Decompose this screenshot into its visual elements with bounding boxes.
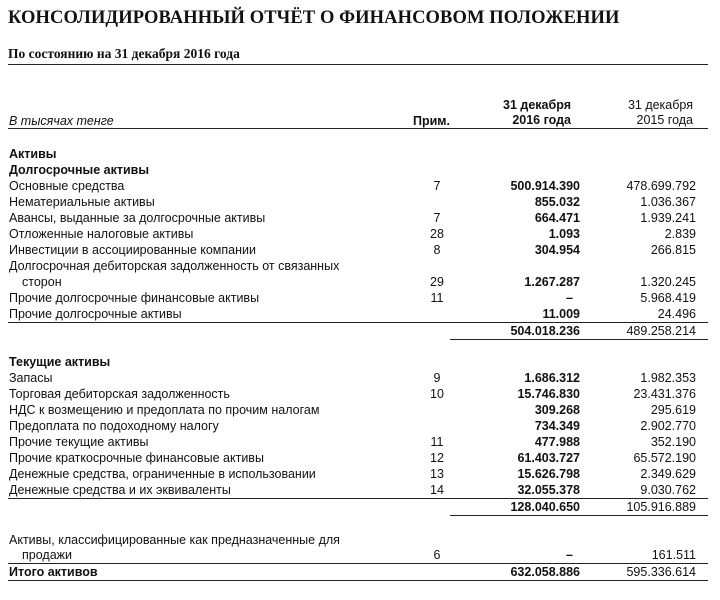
subtotal-row [8, 323, 708, 339]
row-label: Торговая дебиторская задолженность [9, 387, 230, 401]
table-row [8, 178, 708, 194]
row-label: продажи [22, 548, 72, 562]
row-value-2015: 2.902.770 [640, 419, 696, 433]
row-label: Прочие текущие активы [9, 435, 149, 449]
row-value-2015: 1.939.241 [640, 211, 696, 225]
table-row [8, 418, 708, 434]
row-value-2015: 24.496 [657, 307, 696, 321]
row-label: Активы [9, 147, 57, 161]
row-value-2016: 1.267.287 [524, 275, 580, 289]
table-row [8, 242, 708, 258]
column-header-2015-line2: 2015 года [636, 113, 693, 127]
row-label: Текущие активы [9, 355, 111, 369]
row-label: Долгосрочная дебиторская задолженность от связанных [9, 259, 340, 273]
row-label: Прочие долгосрочные финансовые активы [9, 291, 260, 305]
row-label: Итого активов [9, 565, 98, 579]
row-value-2016: 1.686.312 [524, 371, 580, 385]
row-value-2016: 855.032 [534, 195, 580, 209]
row-value-2016: 309.268 [534, 403, 580, 417]
row-note: 7 [433, 211, 441, 225]
table-row [8, 274, 708, 290]
column-header-2015-line1: 31 декабря [627, 98, 693, 112]
row-value-2015: 295.619 [650, 403, 696, 417]
table-row [8, 194, 708, 210]
row-value-2016: 61.403.727 [517, 451, 580, 465]
row-note: 7 [433, 179, 441, 193]
row-label: Прочие долгосрочные активы [9, 307, 182, 321]
total-underline [8, 580, 708, 581]
row-value-2016: 1.093 [548, 227, 580, 241]
row-note: 6 [433, 548, 441, 562]
row-value-2015: 2.349.629 [640, 467, 696, 481]
table-row [8, 162, 708, 178]
row-value-2015: 161.511 [651, 548, 696, 562]
note-header: Прим. [413, 114, 451, 128]
row-label: Денежные средства и их эквиваленты [9, 483, 231, 497]
page-subtitle: По состоянию на 31 декабря 2016 года [8, 46, 240, 61]
row-label: Запасы [9, 371, 53, 385]
row-value-2015: 478.699.792 [626, 179, 696, 193]
row-note: 13 [430, 467, 444, 481]
row-label: Отложенные налоговые активы [9, 227, 194, 241]
row-note: 8 [433, 243, 441, 257]
table-row [8, 434, 708, 450]
row-value-2015: 9.030.762 [640, 483, 696, 497]
row-note: 10 [430, 387, 444, 401]
table-row [8, 482, 708, 498]
row-note: 28 [430, 227, 444, 241]
row-value-2015: 352.190 [650, 435, 696, 449]
row-value-2016: 504.018.236 [510, 324, 580, 338]
row-note: 29 [430, 275, 444, 289]
row-value-2015: 595.336.614 [626, 565, 696, 579]
row-value-2015: 65.572.190 [633, 451, 696, 465]
table-row [8, 370, 708, 386]
row-value-2015: 105.916.889 [626, 500, 696, 514]
table-row [8, 450, 708, 466]
total-row [8, 564, 708, 580]
row-value-2015: 266.815 [650, 243, 696, 257]
row-label: Авансы, выданные за долгосрочные активы [9, 211, 266, 225]
page-title: КОНСОЛИДИРОВАННЫЙ ОТЧЁТ О ФИНАНСОВОМ ПОЛОЖЕНИИ [8, 8, 620, 28]
row-label: Основные средства [9, 179, 125, 193]
row-note: 11 [430, 435, 444, 449]
row-label: Инвестиции в ассоциированные компании [9, 243, 256, 257]
row-note: 14 [430, 483, 444, 497]
row-value-2016: 128.040.650 [510, 500, 580, 514]
row-label: Денежные средства, ограниченные в использовании [9, 467, 316, 481]
units-header: В тысячах тенге [9, 114, 114, 128]
row-value-2016: 734.349 [534, 419, 580, 433]
subtotal-row [8, 499, 708, 515]
table-row [8, 354, 708, 370]
table-row [8, 290, 708, 306]
subtotal-underline [450, 515, 708, 516]
table-row [8, 386, 708, 402]
row-note: 9 [433, 371, 441, 385]
row-value-2016: – [566, 548, 573, 562]
table-row [8, 226, 708, 242]
table-row [8, 547, 708, 563]
row-value-2016: 632.058.886 [510, 565, 580, 579]
row-value-2016: 15.626.798 [517, 467, 580, 481]
row-label: Предоплата по подоходному налогу [9, 419, 219, 433]
row-value-2015: 23.431.376 [633, 387, 696, 401]
row-value-2015: 1.036.367 [640, 195, 696, 209]
table-row [8, 210, 708, 226]
row-value-2015: 5.968.419 [640, 291, 696, 305]
row-value-2016: 500.914.390 [510, 179, 580, 193]
table-row [8, 258, 708, 274]
row-value-2016: – [566, 291, 573, 305]
table-row [8, 402, 708, 418]
row-label: НДС к возмещению и предоплата по прочим налогам [9, 403, 320, 417]
row-value-2015: 489.258.214 [626, 324, 696, 338]
row-label: Нематериальные активы [9, 195, 155, 209]
row-value-2016: 477.988 [534, 435, 580, 449]
row-value-2016: 304.954 [534, 243, 580, 257]
column-header-2016-line1: 31 декабря [503, 98, 571, 112]
row-value-2015: 1.982.353 [640, 371, 696, 385]
row-label: Активы, классифицированные как предназначенные для [9, 533, 340, 547]
row-value-2015: 1.320.245 [640, 275, 696, 289]
row-label: Прочие краткосрочные финансовые активы [9, 451, 264, 465]
table-row [8, 146, 708, 162]
row-label: Долгосрочные активы [9, 163, 150, 177]
row-value-2016: 32.055.378 [517, 483, 580, 497]
row-label: сторон [22, 275, 62, 289]
row-value-2016: 664.471 [534, 211, 580, 225]
column-header-2016-line2: 2016 года [512, 113, 571, 127]
row-note: 12 [430, 451, 444, 465]
table-row [8, 306, 708, 322]
subtotal-underline [450, 339, 708, 340]
table-row [8, 466, 708, 482]
row-note: 11 [430, 291, 444, 305]
row-value-2015: 2.839 [664, 227, 696, 241]
table-row [8, 532, 708, 548]
row-value-2016: 11.009 [542, 307, 580, 321]
row-value-2016: 15.746.830 [517, 387, 580, 401]
